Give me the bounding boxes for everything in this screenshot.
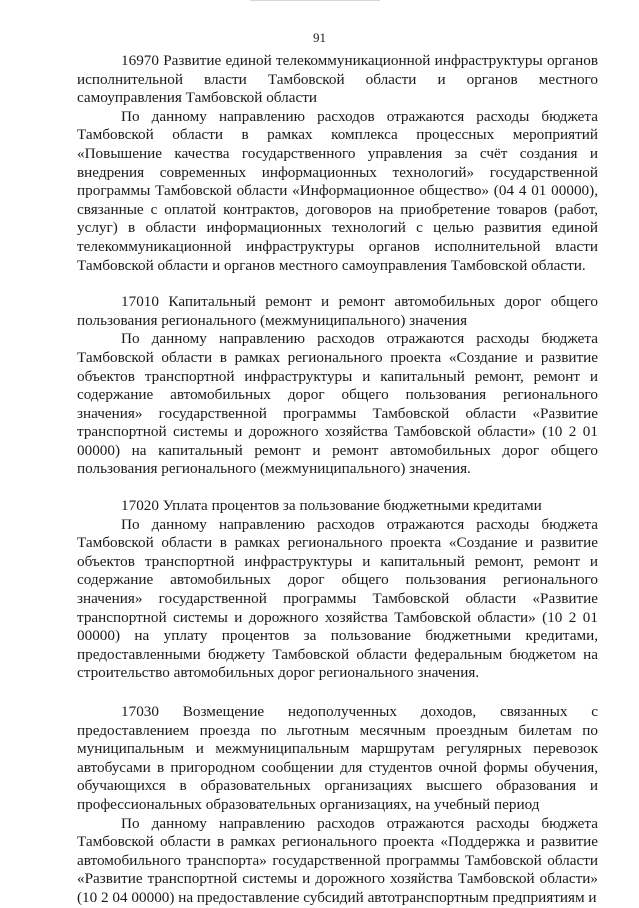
section-paragraph: По данному направлению расходов отражаются расходы бюджета Тамбовской области в рамках регионального проекта «Создание и развитие объектов транспортной инфраструктуры и капитальный ремонт, ремонт и содержание автомобильных дорог общего пользования регионального значения» государственной программы Тамбовской области «Развитие транспортной системы и дорожного хозяйства Тамбовской области» (10 2 01 00000) на капитальный ремонт и ремонт автомобильных дорог общего пользования регионального (межмуниципального) значения. [77,330,598,478]
section-16970 [77,52,598,275]
scan-top-mark [250,0,380,4]
section-17010 [77,293,598,479]
page-number: 91 [313,30,326,45]
section-heading: 17020 Уплата процентов за пользование бюджетными кредитами [121,497,542,515]
section-17020 [77,497,598,683]
section-paragraph: По данному направлению расходов отражаются расходы бюджета Тамбовской области в рамках регионального проекта «Поддержка и развитие автомобильного транспорта» государственной программы Тамбовской области «Развитие транспортной системы и дорожного хозяйства Тамбовской области» (10 2 04 00000) на предоставление субсидий автотранспортным предприятиям и [77,814,598,906]
document-body [77,52,598,908]
section-heading: 17010 Капитальный ремонт и ремонт автомобильных дорог общего пользования регионального (межмуниципального) значения [77,293,598,329]
section-paragraph: По данному направлению расходов отражаются расходы бюджета Тамбовской области в рамках комплекса процессных мероприятий «Повышение качества государственного управления за счёт создания и внедрения современных информационных технологий» государственной программы Тамбовской области «Информационное общество» (04 4 01 00000), связанные с оплатой контрактов, договоров на приобретение товаров (работ, услуг) в области информационных технологий с целью развития единой телекоммуникационной инфраструктуры органов исполнительной власти Тамбовской области и органов местного самоуправления Тамбовской области. [77,107,598,274]
section-heading: 17030 Возмещение недополученных доходов, связанных с предоставлением проезда по льготным месячным проездным билетам по муниципальным и межмуниципальным маршрутам регулярных перевозок автобусами в пригородном сообщении для студентов очной формы обучения, обучающихся в образовательных организациях высшего образования и профессиональных образовательных организациях, на учебный период [77,703,598,813]
section-17030 [77,703,598,908]
section-paragraph: По данному направлению расходов отражаются расходы бюджета Тамбовской области в рамках регионального проекта «Создание и развитие объектов транспортной инфраструктуры и капитальный ремонт, ремонт и содержание автомобильных дорог общего пользования регионального значения» государственной программы Тамбовской области «Развитие транспортной системы и дорожного хозяйства Тамбовской области» (10 2 01 00000) на уплату процентов за пользование бюджетными кредитами, предоставленными бюджету Тамбовской области федеральным бюджетом на строительство автомобильных дорог регионального значения. [77,515,598,682]
section-heading: 16970 Развитие единой телекоммуникационной инфраструктуры органов исполнительной власти Тамбовской области и органов местного самоуправления Тамбовской области [77,52,598,107]
